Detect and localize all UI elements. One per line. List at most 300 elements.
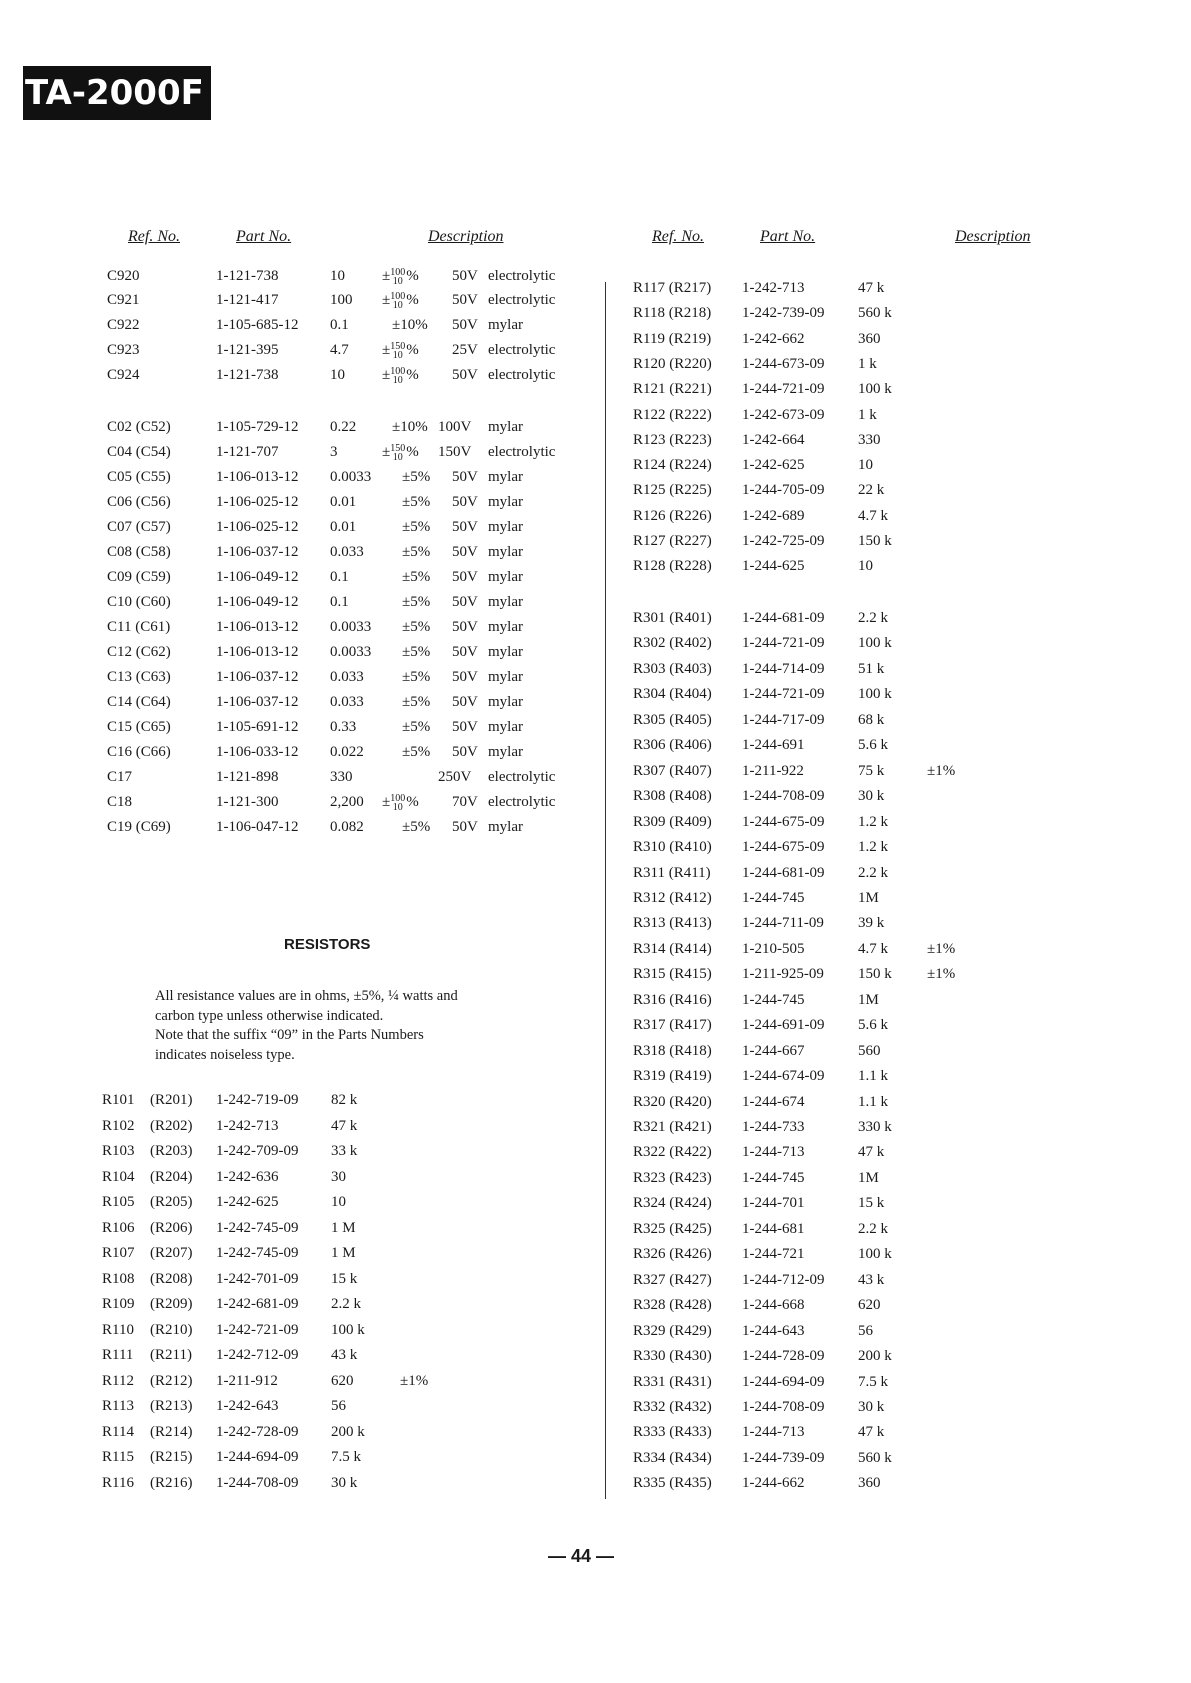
value: 1 M	[331, 1245, 356, 1261]
value: 100 k	[858, 381, 892, 398]
part-no: 1-244-667	[742, 1042, 805, 1059]
value: 100 k	[858, 635, 892, 652]
part-no: 1-105-691-12	[216, 719, 299, 735]
tolerance: ±1%	[927, 762, 956, 779]
ref-no: R312 (R412)	[633, 889, 712, 906]
ref-no: R305 (R405)	[633, 711, 712, 728]
right-header-ref: Ref. No.	[652, 228, 704, 245]
value: 2,200	[330, 794, 364, 810]
ref-alt: (R201)	[150, 1092, 193, 1108]
resistor-row	[0, 861, 1191, 885]
value: 1.1 k	[858, 1068, 888, 1085]
tolerance: ±5%	[402, 469, 431, 485]
part-no: 1-121-395	[216, 342, 279, 358]
cap-type: mylar	[488, 469, 523, 485]
tolerance: ±5%	[402, 669, 431, 685]
ref-alt: (R202)	[150, 1117, 193, 1134]
part-no: 1-211-912	[216, 1372, 278, 1389]
value: 82 k	[331, 1092, 358, 1108]
value: 10	[858, 558, 873, 575]
resistor-row	[0, 301, 1191, 325]
tolerance: ±1%	[400, 1372, 429, 1389]
value: 2.2 k	[331, 1296, 361, 1312]
part-no: 1-106-049-12	[216, 569, 299, 585]
resistor-row	[0, 1140, 1191, 1164]
voltage: 100V	[438, 419, 472, 435]
cap-type: electrolytic	[488, 444, 556, 460]
value: 1M	[858, 991, 879, 1008]
value: 10	[330, 367, 345, 383]
part-no: 1-244-691-09	[742, 1017, 825, 1034]
ref-no: R325 (R425)	[633, 1220, 712, 1237]
resistor-row	[0, 631, 1191, 655]
part-no: 1-106-013-12	[216, 619, 299, 635]
voltage: 50V	[452, 594, 478, 610]
cap-type: mylar	[488, 819, 523, 835]
value: 47 k	[858, 1424, 885, 1441]
tolerance: ±5%	[402, 569, 431, 585]
part-no: 1-121-738	[216, 367, 279, 383]
value: 2.2 k	[858, 1220, 888, 1237]
ref-no: R124 (R224)	[633, 457, 712, 474]
value: 4.7 k	[858, 940, 888, 957]
ref-no: C17	[107, 769, 133, 785]
ref-no: R335 (R435)	[633, 1475, 712, 1492]
ref-no: R311 (R411)	[633, 864, 711, 881]
value: 620	[858, 1297, 881, 1314]
part-no: 1-242-728-09	[216, 1423, 299, 1440]
right-header-part: Part No.	[760, 228, 816, 245]
ref-no: R321 (R421)	[633, 1119, 712, 1135]
cap-type: mylar	[488, 594, 523, 610]
value: 1.2 k	[858, 839, 888, 856]
value: 43 k	[331, 1347, 358, 1363]
ref-no: R128 (R228)	[633, 558, 712, 575]
value: 47 k	[858, 280, 885, 296]
part-no: 1-244-717-09	[742, 711, 825, 728]
value: 100 k	[858, 686, 892, 703]
ref-no: C02 (C52)	[107, 419, 171, 435]
left-header-ref: Ref. No.	[128, 228, 180, 245]
value: 10	[331, 1194, 346, 1210]
ref-no: C922	[107, 317, 140, 333]
part-no: 1-244-721	[742, 1246, 805, 1263]
part-no: 1-244-643	[742, 1322, 805, 1339]
resistor-row	[0, 1191, 1191, 1215]
ref-no: R306 (R406)	[633, 737, 712, 754]
value: 68 k	[858, 711, 885, 728]
part-no: 1-244-733	[742, 1119, 805, 1135]
value: 0.33	[330, 719, 357, 735]
ref-no: C12 (C62)	[107, 644, 171, 660]
value: 560 k	[858, 305, 892, 322]
part-no: 1-244-673-09	[742, 355, 825, 372]
resistor-row	[0, 1268, 1191, 1292]
ref-no: R333 (R433)	[633, 1424, 712, 1441]
value: 1.1 k	[858, 1093, 888, 1110]
cap-type: mylar	[488, 719, 523, 735]
tolerance: ± 100 10 %	[382, 792, 419, 813]
voltage: 50V	[452, 644, 478, 660]
tolerance: ±5%	[402, 544, 431, 560]
ref-no: R314 (R414)	[633, 940, 712, 957]
part-no: 1-244-711-09	[742, 915, 824, 932]
ref-no: R106	[102, 1219, 135, 1236]
part-no: 1-106-013-12	[216, 644, 299, 660]
voltage: 50V	[452, 469, 478, 485]
ref-no: R328 (R428)	[633, 1297, 712, 1314]
note-line: Note that the suffix “09” in the Parts Numbers	[155, 1027, 424, 1043]
voltage: 70V	[452, 794, 478, 810]
ref-no: R302 (R402)	[633, 635, 712, 652]
cap-type: electrolytic	[488, 268, 556, 284]
ref-no: R126 (R226)	[633, 507, 712, 524]
value: 1 k	[858, 355, 877, 372]
resistor-row	[0, 733, 1191, 757]
resistor-row	[0, 478, 1191, 502]
model-badge: TA-2000F	[23, 66, 211, 120]
ref-no: R322 (R422)	[633, 1144, 712, 1161]
ref-no: C11 (C61)	[107, 619, 171, 635]
value: 5.6 k	[858, 1017, 888, 1034]
part-no: 1-244-712-09	[742, 1271, 825, 1288]
cap-type: mylar	[488, 644, 523, 660]
part-no: 1-242-721-09	[216, 1321, 299, 1338]
value: 100 k	[331, 1321, 365, 1338]
resistor-row	[0, 1319, 1191, 1343]
part-no: 1-244-694-09	[216, 1449, 299, 1465]
part-no: 1-244-681	[742, 1220, 805, 1237]
value: 4.7	[330, 342, 349, 358]
ref-no: R108	[102, 1270, 135, 1287]
ref-no: R334 (R434)	[633, 1449, 712, 1466]
value: 10	[330, 268, 345, 284]
part-no: 1-121-738	[216, 268, 279, 284]
part-no: 1-211-922	[742, 762, 804, 779]
tolerance: ±5%	[402, 694, 431, 710]
tolerance: ±5%	[402, 644, 431, 660]
cap-type: mylar	[488, 619, 523, 635]
ref-no: C09 (C59)	[107, 569, 171, 585]
ref-alt: (R203)	[150, 1143, 193, 1159]
part-no: 1-242-725-09	[742, 533, 825, 549]
value: 560	[858, 1042, 881, 1059]
value: 0.022	[330, 744, 364, 760]
resistor-row	[0, 403, 1191, 427]
ref-no: R110	[102, 1321, 134, 1338]
cap-type: mylar	[488, 669, 523, 685]
part-no: 1-242-739-09	[742, 305, 825, 322]
ref-no: R117 (R217)	[633, 280, 712, 296]
value: 0.0033	[330, 644, 372, 660]
ref-no: R122 (R222)	[633, 406, 712, 423]
tolerance: ±5%	[402, 819, 431, 835]
ref-no: R313 (R413)	[633, 915, 712, 932]
part-no: 1-244-694-09	[742, 1373, 825, 1390]
part-no: 1-242-636	[216, 1168, 279, 1185]
value: 330	[330, 769, 353, 785]
resistor-row	[0, 657, 1191, 681]
ref-no: C14 (C64)	[107, 694, 171, 710]
cap-type: mylar	[488, 744, 523, 760]
resistor-row	[0, 1471, 1191, 1495]
value: 150 k	[858, 533, 892, 549]
part-no: 1-121-707	[216, 444, 279, 460]
resistor-row	[0, 759, 1191, 783]
tolerance: ±5%	[402, 494, 431, 510]
cap-type: electrolytic	[488, 794, 556, 810]
value: 0.01	[330, 519, 357, 535]
resistor-row	[0, 1039, 1191, 1063]
ref-no: R127 (R227)	[633, 533, 712, 549]
resistor-row	[0, 1395, 1191, 1419]
resistor-row	[0, 1344, 1191, 1368]
value: 56	[331, 1398, 346, 1414]
ref-no: R115	[102, 1449, 134, 1465]
ref-no: R309 (R409)	[633, 813, 712, 830]
part-no: 1-242-625	[742, 457, 805, 474]
ref-no: R331 (R431)	[633, 1373, 712, 1390]
resistor-row	[0, 784, 1191, 808]
resistor-row	[0, 504, 1191, 528]
resistors-title: RESISTORS	[284, 936, 371, 953]
right-header-desc: Description	[955, 228, 1031, 245]
value: 360	[858, 330, 881, 347]
resistor-row	[0, 937, 1191, 961]
resistor-row	[0, 428, 1191, 452]
value: 30 k	[858, 788, 885, 805]
value: 1M	[858, 889, 879, 906]
resistor-row	[0, 606, 1191, 630]
ref-no: R107	[102, 1245, 135, 1261]
part-no: 1-106-037-12	[216, 694, 299, 710]
value: 22 k	[858, 482, 885, 499]
ref-no: R112	[102, 1372, 134, 1389]
part-no: 1-244-728-09	[742, 1348, 825, 1365]
part-no: 1-106-037-12	[216, 669, 299, 685]
cap-type: mylar	[488, 694, 523, 710]
cap-type: mylar	[488, 317, 523, 333]
value: 75 k	[858, 762, 885, 779]
left-header-part: Part No.	[236, 228, 292, 245]
resistor-row	[0, 911, 1191, 935]
value: 2.2 k	[858, 610, 888, 626]
value: 200 k	[331, 1423, 365, 1440]
part-no: 1-244-745	[742, 1169, 805, 1186]
ref-no: R118 (R218)	[633, 305, 712, 322]
ref-alt: (R205)	[150, 1194, 193, 1210]
part-no: 1-242-664	[742, 431, 805, 448]
ref-no: C16 (C66)	[107, 744, 171, 760]
ref-no: R103	[102, 1143, 135, 1159]
tolerance: ±1%	[927, 966, 956, 983]
part-no: 1-244-625	[742, 558, 805, 575]
part-no: 1-106-025-12	[216, 494, 299, 510]
part-no: 1-244-691	[742, 737, 805, 754]
value: 0.1	[330, 569, 349, 585]
ref-no: R308 (R408)	[633, 788, 712, 805]
part-no: 1-242-745-09	[216, 1245, 299, 1261]
voltage: 50V	[452, 367, 478, 383]
value: 0.22	[330, 419, 357, 435]
part-no: 1-244-721-09	[742, 635, 825, 652]
resistor-row	[0, 1420, 1191, 1444]
ref-alt: (R206)	[150, 1219, 193, 1236]
value: 0.0033	[330, 619, 372, 635]
resistor-row	[0, 1090, 1191, 1114]
value: 330 k	[858, 1119, 892, 1135]
part-no: 1-244-675-09	[742, 839, 825, 856]
voltage: 50V	[452, 268, 478, 284]
resistor-row	[0, 1446, 1191, 1470]
value: 360	[858, 1475, 881, 1492]
value: 0.033	[330, 669, 364, 685]
ref-no: R121 (R221)	[633, 381, 712, 398]
value: 15 k	[331, 1270, 358, 1287]
tolerance: ±5%	[402, 619, 431, 635]
voltage: 50V	[452, 744, 478, 760]
value: 47 k	[331, 1117, 358, 1134]
part-no: 1-106-049-12	[216, 594, 299, 610]
ref-no: C924	[107, 367, 140, 383]
resistor-row	[0, 377, 1191, 401]
ref-no: R324 (R424)	[633, 1195, 712, 1212]
value: 0.033	[330, 694, 364, 710]
value: 2.2 k	[858, 864, 888, 881]
ref-no: R116	[102, 1474, 134, 1491]
ref-no: R304 (R404)	[633, 686, 712, 703]
ref-no: R301 (R401)	[633, 610, 712, 626]
part-no: 1-210-505	[742, 940, 805, 957]
voltage: 150V	[438, 444, 472, 460]
cap-type: mylar	[488, 494, 523, 510]
ref-no: R114	[102, 1423, 134, 1440]
ref-no: R303 (R403)	[633, 660, 712, 677]
voltage: 50V	[452, 544, 478, 560]
voltage: 50V	[452, 719, 478, 735]
resistor-row	[0, 327, 1191, 351]
ref-alt: (R214)	[150, 1423, 193, 1440]
ref-no: R316 (R416)	[633, 991, 712, 1008]
ref-no: R120 (R220)	[633, 355, 712, 372]
part-no: 1-242-745-09	[216, 1219, 299, 1236]
ref-no: C18	[107, 794, 133, 810]
part-no: 1-106-037-12	[216, 544, 299, 560]
tolerance: ±10%	[392, 419, 428, 435]
voltage: 50V	[452, 669, 478, 685]
resistor-row	[0, 682, 1191, 706]
resistor-row	[0, 1013, 1191, 1037]
voltage: 50V	[452, 694, 478, 710]
resistor-row	[0, 835, 1191, 859]
ref-alt: (R204)	[150, 1168, 193, 1185]
voltage: 25V	[452, 342, 478, 358]
ref-alt: (R215)	[150, 1449, 193, 1465]
tolerance: ±5%	[402, 719, 431, 735]
voltage: 50V	[452, 619, 478, 635]
ref-no: R101	[102, 1092, 135, 1108]
ref-no: R323 (R423)	[633, 1169, 712, 1186]
resistor-row	[0, 1293, 1191, 1317]
part-no: 1-244-714-09	[742, 660, 825, 677]
resistor-row	[0, 554, 1191, 578]
ref-no: R113	[102, 1398, 134, 1414]
value: 560 k	[858, 1449, 892, 1466]
resistor-row	[0, 962, 1191, 986]
value: 0.01	[330, 494, 357, 510]
tolerance: ± 100 10 %	[382, 290, 419, 311]
part-no: 1-242-712-09	[216, 1347, 299, 1363]
value: 0.1	[330, 594, 349, 610]
part-no: 1-244-721-09	[742, 381, 825, 398]
part-no: 1-244-674-09	[742, 1068, 825, 1085]
resistor-row	[0, 1115, 1191, 1139]
ref-no: C04 (C54)	[107, 444, 171, 460]
part-no: 1-244-745	[742, 991, 805, 1008]
part-no: 1-106-025-12	[216, 519, 299, 535]
value: 0.082	[330, 819, 364, 835]
part-no: 1-242-713	[742, 280, 805, 296]
value: 30 k	[858, 1398, 885, 1415]
part-no: 1-211-925-09	[742, 966, 824, 983]
resistor-row	[0, 886, 1191, 910]
value: 3	[330, 444, 338, 460]
resistor-row	[0, 708, 1191, 732]
resistor-row	[0, 988, 1191, 1012]
tolerance: ±10%	[392, 317, 428, 333]
tolerance: ± 100 10 %	[382, 266, 419, 287]
cap-type: electrolytic	[488, 342, 556, 358]
value: 30	[331, 1168, 346, 1185]
ref-no: C08 (C58)	[107, 544, 171, 560]
part-no: 1-242-709-09	[216, 1143, 299, 1159]
value: 30 k	[331, 1474, 358, 1491]
value: 39 k	[858, 915, 885, 932]
ref-no: C06 (C56)	[107, 494, 171, 510]
value: 150 k	[858, 966, 892, 983]
value: 330	[858, 431, 881, 448]
part-no: 1-244-701	[742, 1195, 805, 1212]
resistor-row	[0, 352, 1191, 376]
part-no: 1-106-013-12	[216, 469, 299, 485]
part-no: 1-244-675-09	[742, 813, 825, 830]
tolerance: ±5%	[402, 744, 431, 760]
ref-no: R105	[102, 1194, 135, 1210]
part-no: 1-242-625	[216, 1194, 279, 1210]
tolerance: ± 150 10 %	[382, 340, 419, 361]
part-no: 1-242-701-09	[216, 1270, 299, 1287]
ref-alt: (R212)	[150, 1372, 193, 1389]
voltage: 50V	[452, 292, 478, 308]
ref-no: C05 (C55)	[107, 469, 171, 485]
ref-no: C920	[107, 268, 140, 284]
part-no: 1-244-708-09	[742, 788, 825, 805]
tolerance: ±5%	[402, 519, 431, 535]
ref-no: R318 (R418)	[633, 1042, 712, 1059]
ref-no: R102	[102, 1117, 135, 1134]
value: 4.7 k	[858, 507, 888, 524]
part-no: 1-121-898	[216, 769, 279, 785]
value: 1.2 k	[858, 813, 888, 830]
part-no: 1-105-729-12	[216, 419, 299, 435]
part-no: 1-244-708-09	[742, 1398, 825, 1415]
cap-type: electrolytic	[488, 769, 556, 785]
cap-type: mylar	[488, 569, 523, 585]
ref-no: C10 (C60)	[107, 594, 171, 610]
ref-no: R315 (R415)	[633, 966, 712, 983]
part-no: 1-244-668	[742, 1297, 805, 1314]
part-no: 1-242-681-09	[216, 1296, 299, 1312]
